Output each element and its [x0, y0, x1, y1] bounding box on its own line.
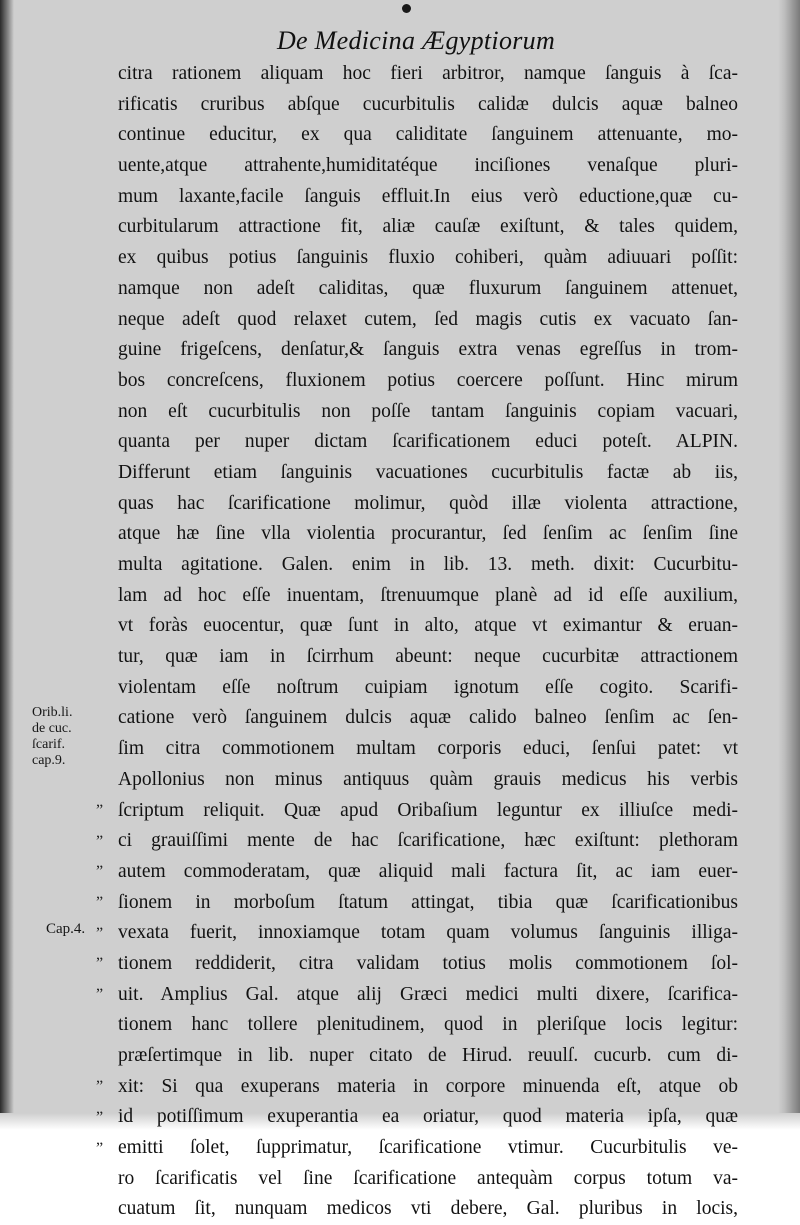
quote-mark: ”: [96, 1139, 104, 1157]
text-line: namque non adeſt caliditas, quæ fluxurum ſanguinem attenuet,: [118, 277, 738, 299]
margin-note-chapter: [46, 921, 85, 937]
margin-note-line: Cap.4.: [46, 921, 86, 937]
text-line: multa agitatione. Galen. enim in lib. 13. meth. dixit: Cucurbitu-: [118, 554, 738, 575]
quote-mark: ”: [96, 1108, 104, 1126]
text-line: bos concreſcens, fluxionem potius coercere poſſunt. Hinc mirum: [118, 369, 738, 391]
text-line: non eſt cucurbitulis non poſſe tantam ſanguinis copiam vacuari,: [118, 400, 738, 422]
text-line: curbitularum attractione fit, aliæ cauſæ exiſtunt, & tales quidem,: [118, 216, 738, 238]
text-line: tionem hanc tollere plenitudinem, quod in pleriſque locis legitur:: [118, 1014, 738, 1036]
text-line: Differunt etiam ſanguinis vacuationes cucurbitulis factæ ab iis,: [118, 461, 738, 483]
text-line: vexata fuerit, innoxiamque totam quam volumus ſanguinis illiga-: [118, 922, 738, 944]
text-line: atque hæ ſine vlla violentia procurantur, ſed ſenſim ac ſenſim ſine: [118, 523, 738, 545]
text-line: autem commoderatam, quæ aliquid mali factura ſit, ac iam euer-: [118, 860, 738, 882]
margin-note-oribasius: [32, 705, 72, 769]
text-line: quanta per nuper dictam ſcarificationem educi poteſt. ALPIN.: [118, 431, 738, 453]
text-line: emitti ſolet, ſupprimatur, ſcarificatione vtimur. Cucurbitulis ve-: [118, 1137, 738, 1159]
text-line: xit: Si qua exuperans materia in corpore minuenda eſt, atque ob: [118, 1075, 738, 1097]
text-line: quas hac ſcarificatione molimur, quòd illæ violenta attractione,: [118, 492, 738, 514]
text-line: uente,atque attrahente,humiditatéque inciſiones venaſque pluri-: [118, 155, 738, 177]
text-line: rificatis cruribus abſque cucurbitulis calidæ dulcis aquæ balneo: [118, 93, 738, 115]
margin-note-line: ſcarif.: [32, 737, 66, 752]
quote-mark: ”: [96, 1078, 104, 1096]
text-line: præſertimque in lib. nuper citato de Hirud. reuulſ. cucurb. cum di-: [118, 1045, 738, 1066]
text-line: continue educitur, ex qua caliditate ſanguinem attenuante, mo-: [118, 124, 738, 146]
quote-mark: ”: [96, 924, 104, 942]
quote-mark: ”: [96, 893, 104, 911]
text-line: ro ſcarificatis vel ſine ſcarificatione antequàm corpus totum va-: [118, 1167, 738, 1189]
text-line: ſcriptum reliquit. Quæ apud Oribaſium leguntur ex illiuſce medi-: [118, 799, 738, 821]
quote-mark: ”: [96, 986, 104, 1003]
text-line: ci grauiſſimi mente de hac ſcarificatione, hæc exiſtunt: plethoram: [118, 830, 738, 852]
body-text: [118, 59, 738, 1225]
quote-mark: ”: [96, 801, 104, 819]
text-line: mum laxante,facile ſanguis effluit.In eius verò eductione,quæ cu-: [118, 185, 738, 207]
text-line: neque adeſt quod relaxet cutem, ſed magis cutis ex vacuato ſan-: [118, 308, 738, 330]
text-line: guine frigeſcens, denſatur,& ſanguis extra venas egreſſus in trom-: [118, 339, 738, 361]
text-line: lam ad hoc eſſe inuentam, ſtrenuumque planè ad id eſſe auxilium,: [118, 584, 738, 606]
text-line: vt foràs euocentur, quæ ſunt in alto, atque vt eximantur & eruan-: [118, 615, 738, 637]
text-line: tionem reddiderit, citra validam totius molis commotionem ſol-: [118, 952, 738, 974]
text-line: ſim citra commotionem multam corporis educi, ſenſui patet: vt: [118, 738, 738, 760]
page-gutter-shadow: [0, 0, 14, 1137]
page-edge-shadow: [778, 0, 800, 1137]
margin-note-line: Orib.li.: [32, 705, 73, 720]
quote-mark: ”: [96, 863, 104, 881]
text-line: catione verò ſanguinem dulcis aquæ calido balneo ſenſim ac ſen-: [118, 707, 738, 729]
margin-note-line: de cuc.: [32, 721, 72, 736]
margin-note-line: cap.9.: [32, 753, 66, 768]
ink-blot-icon: [402, 4, 411, 13]
quote-mark: ”: [96, 955, 104, 973]
text-line: id potiſſimum exuperantia ea oriatur, quod materia ipſa, quæ: [118, 1106, 738, 1128]
text-line: ex quibus potius ſanguinis fluxio cohiberi, quàm adiuuari poſſit:: [118, 247, 738, 269]
text-line: cuatum ſit, nunquam medicos vti debere, Gal. pluribus in locis,: [118, 1198, 738, 1220]
text-line: Apollonius non minus antiquus quàm grauis medicus his verbis: [118, 768, 738, 790]
text-line: citra rationem aliquam hoc fieri arbitror, namque ſanguis à ſca-: [118, 63, 738, 84]
text-line: uit. Amplius Gal. atque alij Græci medici multi dixere, ſcarifica-: [118, 983, 738, 1005]
quote-mark: ”: [96, 832, 104, 850]
text-line: violentam eſſe noſtrum cuipiam ignotum eſſe cogito. Scarifi-: [118, 676, 738, 698]
running-head: De Medicina Ægyptiorum: [276, 26, 556, 55]
text-line: ſionem in morboſum ſtatum attingat, tibia quæ ſcarificationibus: [118, 891, 738, 913]
text-line: tur, quæ iam in ſcirrhum abeunt: neque cucurbitæ attractionem: [118, 646, 738, 668]
